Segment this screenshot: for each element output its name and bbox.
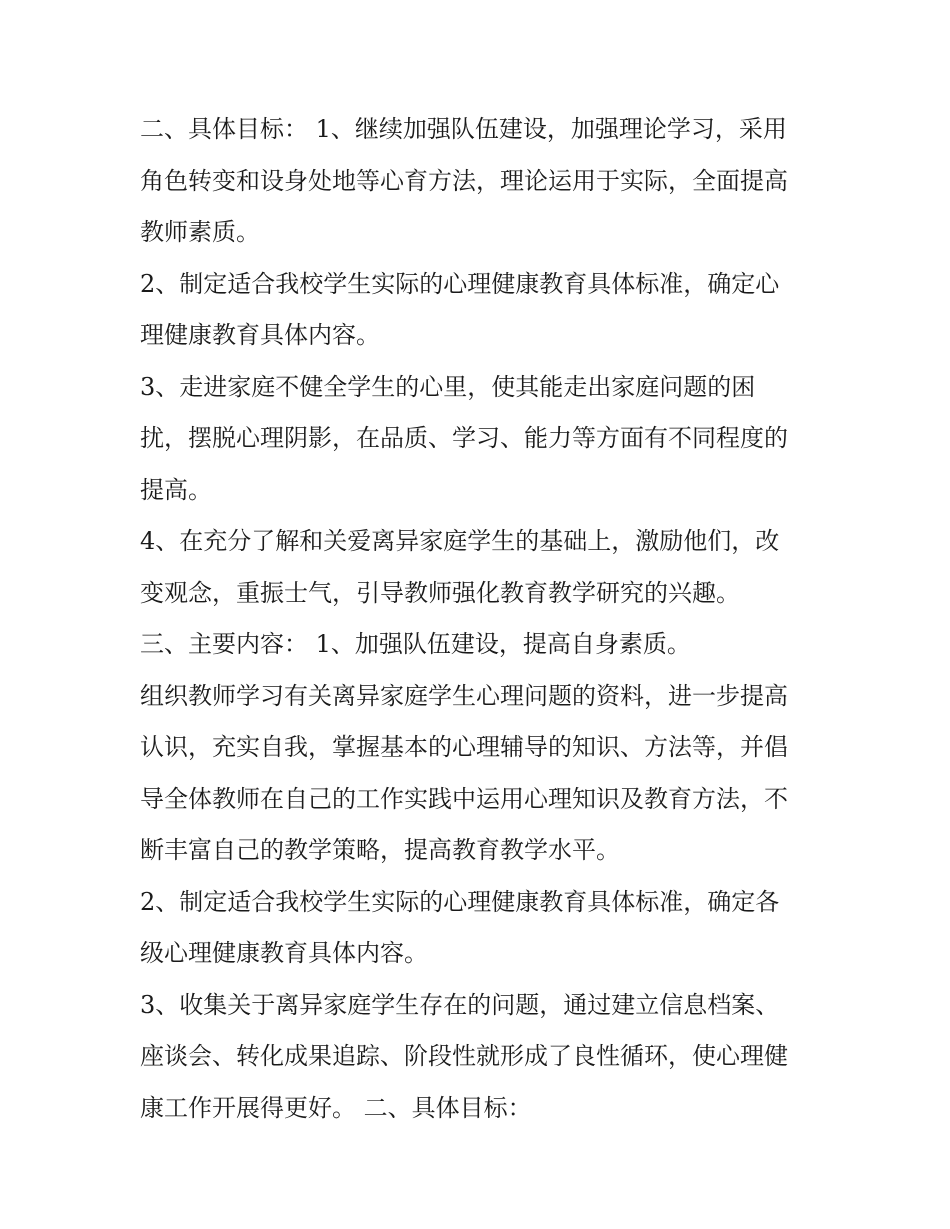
text-line: 3、走进家庭不健全学生的心里，使其能走出家庭问题的困 — [140, 372, 756, 401]
text-line: 级心理健康教育具体内容。 — [140, 939, 428, 967]
paragraph-goal-4 — [140, 516, 820, 619]
text-line: 三、主要内容： 1、加强队伍建设，提高自身素质。 — [140, 630, 691, 658]
paragraph-main-content-1 — [140, 619, 820, 671]
text-line: 组织教师学习有关离异家庭学生心理问题的资料，进一步提高 — [140, 681, 788, 710]
text-line: 理健康教育具体内容。 — [140, 321, 380, 349]
text-line: 导全体教师在自己的工作实践中运用心理知识及教育方法，不 — [140, 784, 788, 813]
text-line: 2、制定适合我校学生实际的心理健康教育具体标准，确定各 — [140, 887, 780, 916]
paragraph-teacher-study — [140, 671, 820, 877]
text-line: 教师素质。 — [140, 218, 260, 246]
text-line: 康工作开展得更好。 二、具体目标： — [140, 1093, 532, 1122]
paragraph-content-3 — [140, 980, 820, 1135]
text-line: 二、具体目标： 1、继续加强队伍建设，加强理论学习，采用 — [140, 115, 787, 143]
paragraph-specific-goals-1 — [140, 104, 820, 259]
text-line: 扰，摆脱心理阴影，在品质、学习、能力等方面有不同程度的 — [140, 424, 788, 452]
text-line: 认识，充实自我，掌握基本的心理辅导的知识、方法等，并倡 — [140, 733, 788, 761]
text-line: 提高。 — [140, 475, 212, 504]
text-line: 2、制定适合我校学生实际的心理健康教育具体标准，确定心 — [140, 269, 780, 298]
text-line: 座谈会、转化成果追踪、阶段性就形成了良性循环，使心理健 — [140, 1042, 788, 1070]
document-body — [140, 104, 820, 1134]
paragraph-goal-2 — [140, 259, 820, 362]
text-line: 断丰富自己的教学策略，提高教育教学水平。 — [140, 836, 620, 864]
text-line: 角色转变和设身处地等心育方法，理论运用于实际，全面提高 — [140, 166, 788, 195]
text-line: 变观念，重振士气，引导教师强化教育教学研究的兴趣。 — [140, 578, 740, 607]
paragraph-goal-3 — [140, 362, 820, 517]
text-line: 3、收集关于离异家庭学生存在的问题，通过建立信息档案、 — [140, 990, 780, 1019]
paragraph-content-2 — [140, 877, 820, 980]
text-line: 4、在充分了解和关爱离异家庭学生的基础上，激励他们，改 — [140, 527, 780, 555]
